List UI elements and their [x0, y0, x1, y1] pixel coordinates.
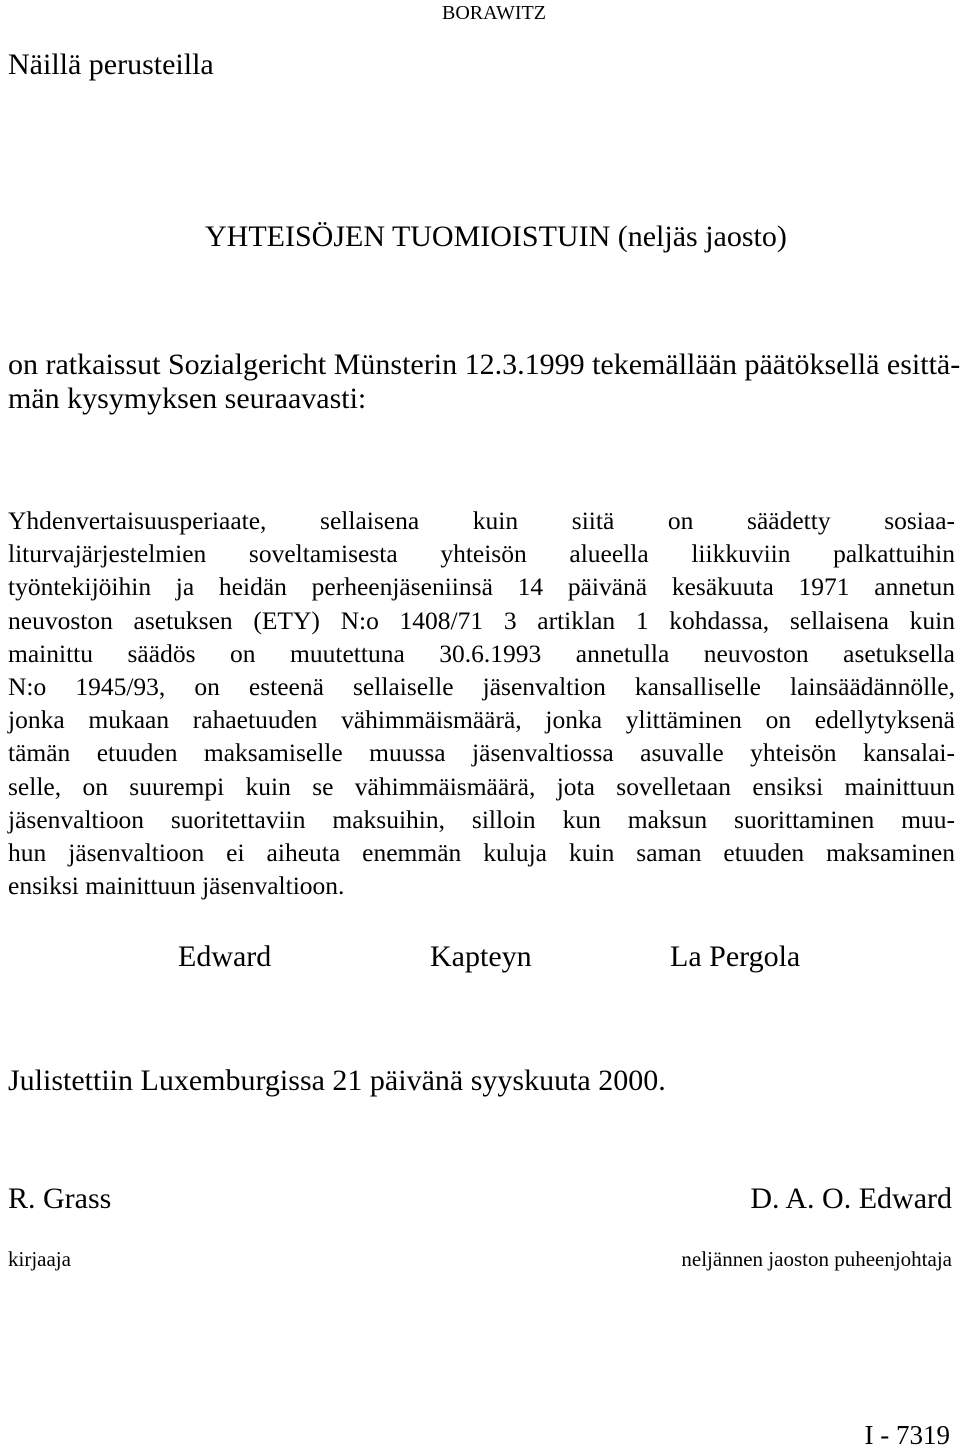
president-title: neljännen jaoston puheenjohtaja	[681, 1247, 952, 1271]
intro-phrase: Näillä perusteilla	[8, 48, 214, 81]
running-head: BORAWITZ	[442, 2, 546, 24]
president-name: D. A. O. Edward	[750, 1182, 952, 1215]
judge-name: Edward	[178, 940, 272, 973]
ruling-line: Yhdenvertaisuusperiaate, sellaisena kuin siitä on säädetty sosiaa-	[8, 506, 955, 535]
ruling-line: ensiksi mainittuun jäsenvaltioon.	[8, 871, 345, 901]
decision-line: on ratkaissut Sozialgericht Münsterin 12.3.1999 tekemällään päätöksellä esittä-	[8, 348, 960, 381]
ruling-line: neuvoston asetuksen (ETY) N:o 1408/71 3 artiklan 1 kohdassa, sellaisena kuin	[8, 605, 955, 635]
ruling-line: hun jäsenvaltioon ei aiheuta enemmän kuluja kuin saman etuuden maksaminen	[8, 838, 955, 868]
ruling-line: jonka mukaan rahaetuuden vähimmäismäärä, jonka ylittäminen on edellytyksenä	[8, 705, 955, 735]
registrar-name: R. Grass	[8, 1182, 112, 1215]
ruling-line: liturvajärjestelmien soveltamisesta yhteisön alueella liikkuviin palkattuihin	[8, 539, 955, 569]
ruling-line: selle, on suurempi kuin se vähimmäismäärä, jota sovelletaan ensiksi mainittuun	[8, 771, 955, 801]
ruling-line: mainittu säädös on muutettuna 30.6.1993 annetulla neuvoston asetuksella	[8, 638, 955, 668]
page-number: I - 7319	[864, 1420, 950, 1450]
registrar-title: kirjaaja	[8, 1247, 71, 1271]
ruling-paragraph	[8, 504, 955, 902]
ruling-line: tämän etuuden maksamiselle muussa jäsenvaltiossa asuvalle yhteisön kansalai-	[8, 738, 955, 768]
decision-line: män kysymyksen seuraavasti:	[8, 382, 367, 415]
judge-name: La Pergola	[670, 940, 801, 973]
judge-name: Kapteyn	[430, 940, 532, 973]
ruling-line: jäsenvaltioon suoritettaviin maksuihin, silloin kun maksun suorittaminen muu-	[8, 804, 955, 834]
ruling-line: N:o 1945/93, on esteenä sellaiselle jäsenvaltion kansalliselle lainsäädännölle,	[8, 672, 955, 702]
decision-paragraph	[8, 348, 960, 416]
ruling-line: työntekijöihin ja heidän perheenjäseniinsä 14 päivänä kesäkuuta 1971 annetun	[8, 572, 955, 602]
proclamation-line: Julistettiin Luxemburgissa 21 päivänä syyskuuta 2000.	[8, 1064, 666, 1097]
court-name: YHTEISÖJEN TUOMIOISTUIN (neljäs jaosto)	[205, 220, 787, 253]
